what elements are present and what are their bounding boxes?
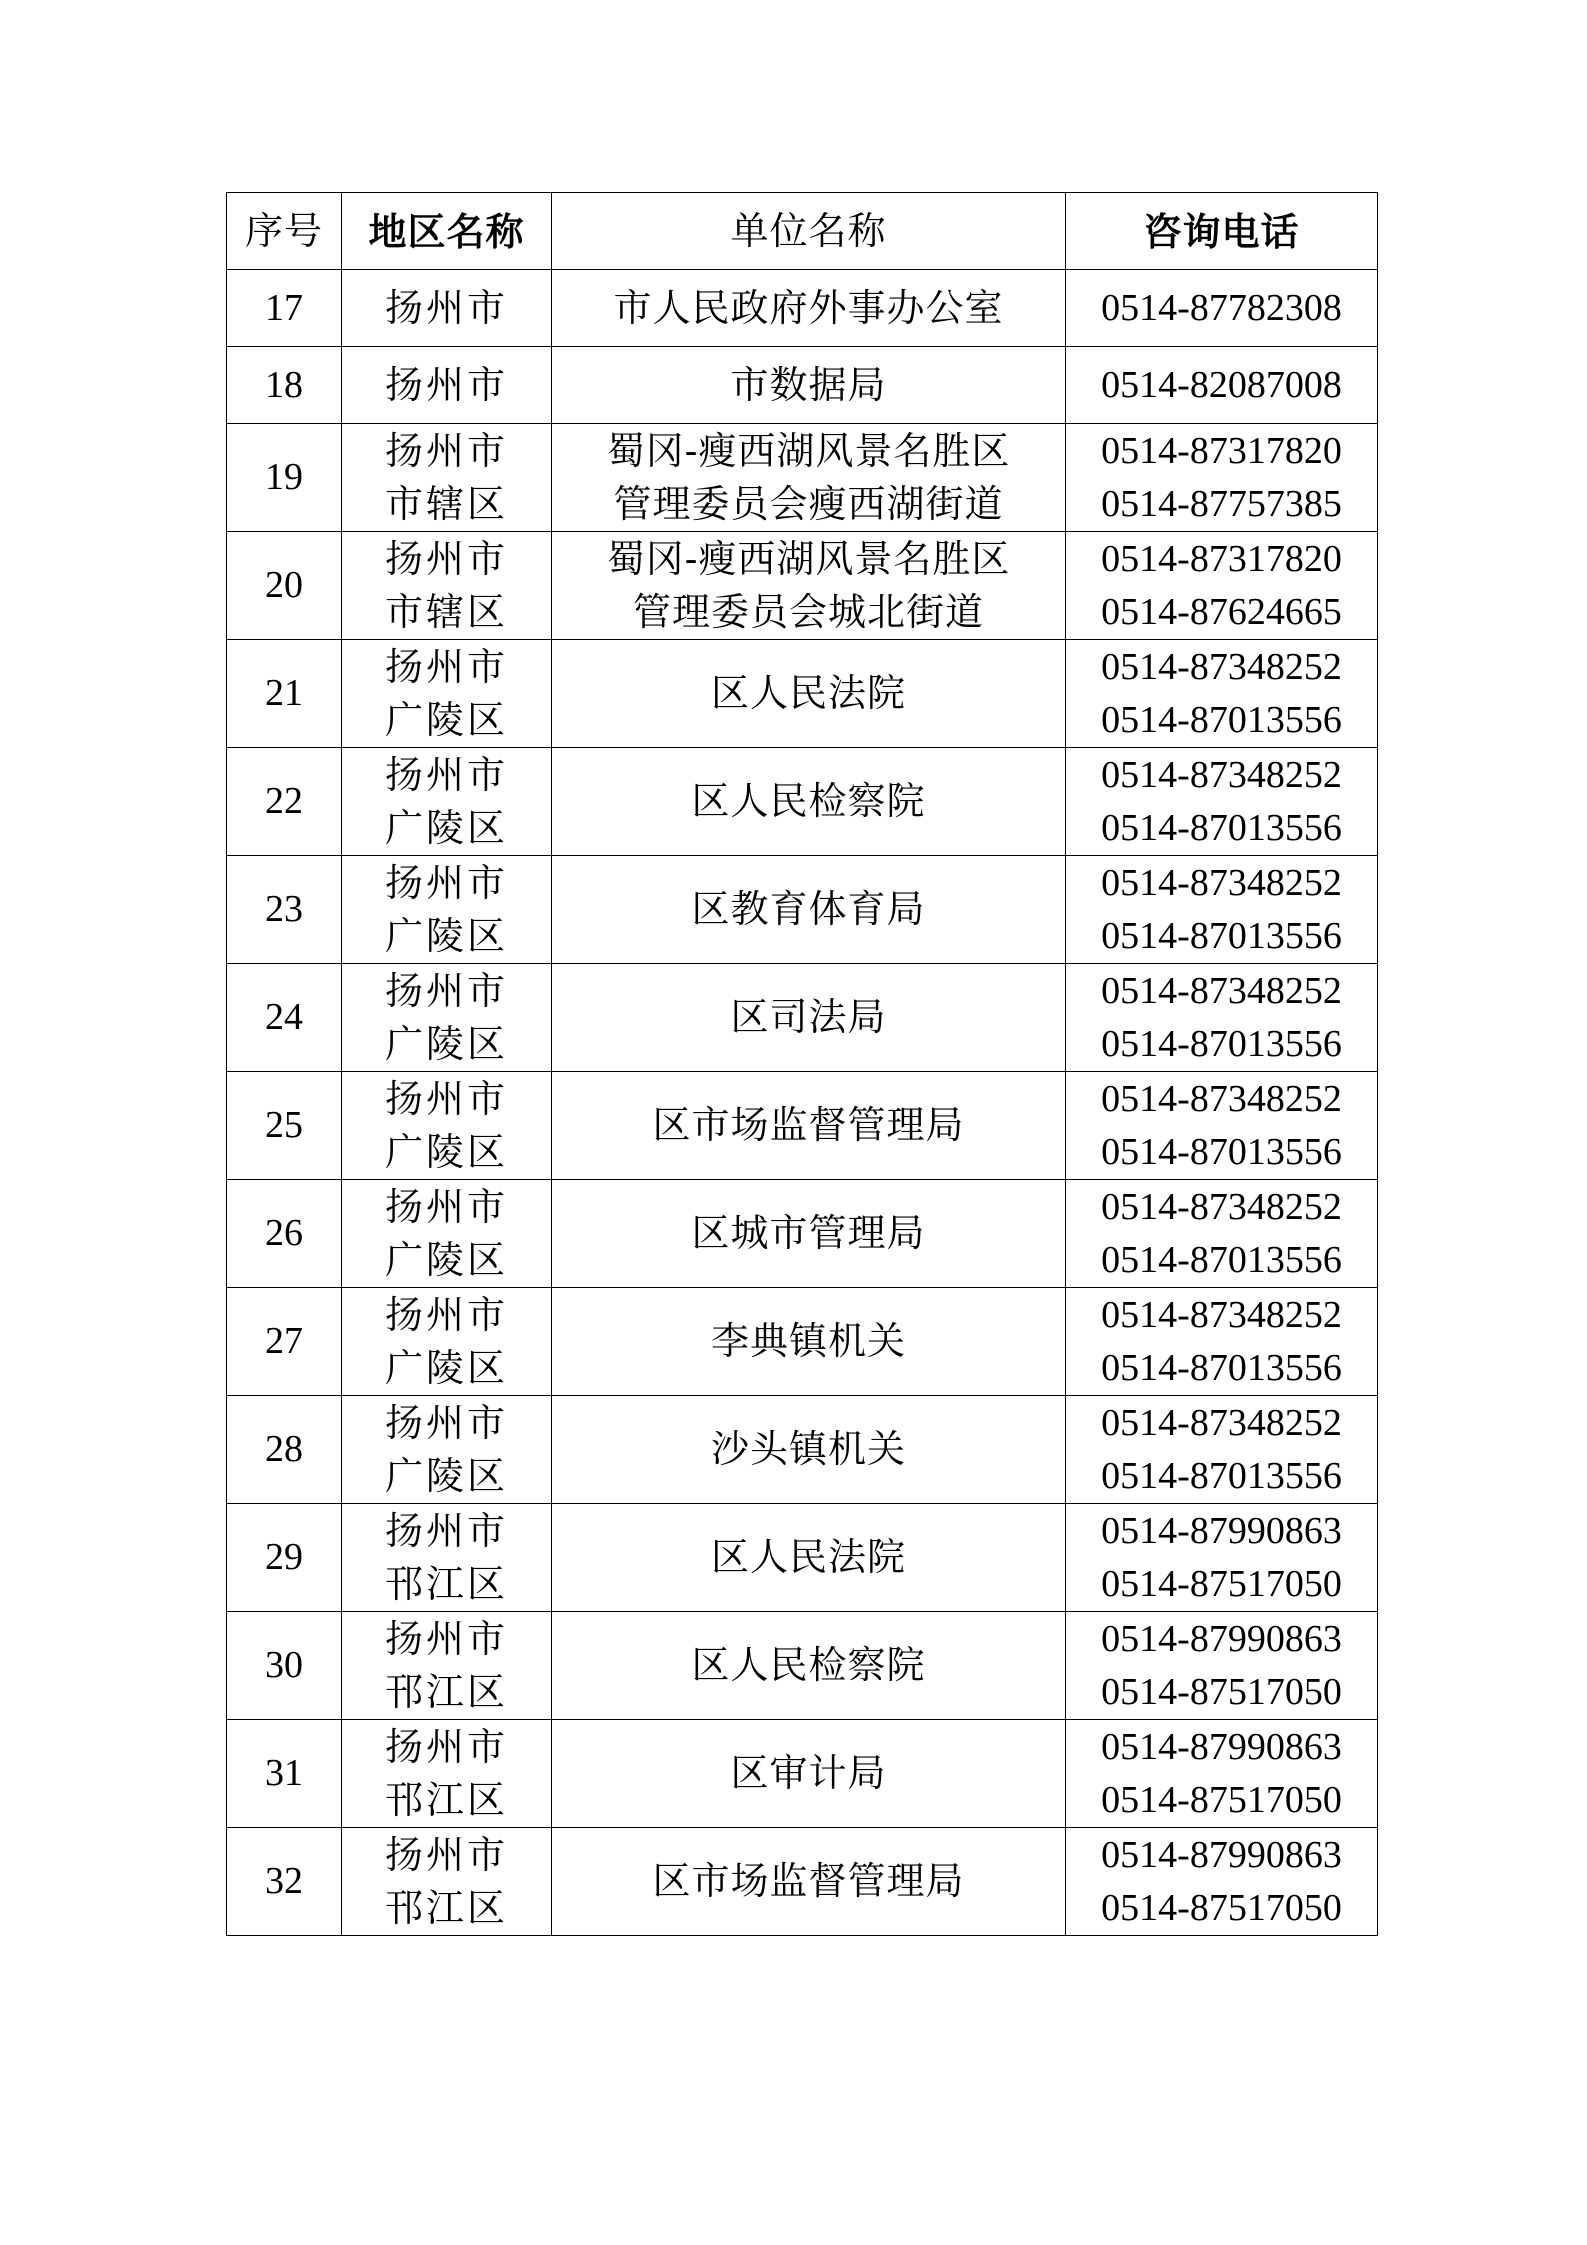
region-cell	[342, 1072, 552, 1180]
region-cell	[342, 424, 552, 532]
phone-line: 0514-87517050	[1101, 1778, 1342, 1821]
phone-line: 0514-87624665	[1101, 590, 1342, 633]
phone-cell	[1066, 1612, 1378, 1720]
unit-line: 区市场监督管理局	[652, 1103, 965, 1147]
phone-line: 0514-87348252	[1101, 1185, 1342, 1228]
region-line: 广陵区	[384, 1453, 508, 1498]
unit-line: 蜀冈-瘦西湖风景名胜区	[606, 428, 1011, 473]
table-row	[227, 1396, 1378, 1504]
phone-cell	[1066, 856, 1378, 964]
region-line: 邗江区	[384, 1561, 508, 1606]
unit-line: 管理委员会瘦西湖街道	[613, 481, 1004, 526]
table-row	[227, 1180, 1378, 1288]
phone-cell	[1066, 1288, 1378, 1396]
row-index: 19	[227, 424, 342, 532]
region-line: 扬州市	[384, 285, 508, 330]
phone-cell	[1066, 347, 1378, 424]
unit-cell	[552, 424, 1066, 532]
row-index: 21	[227, 640, 342, 748]
region-line: 扬州市	[384, 1508, 508, 1553]
phone-line: 0514-87757385	[1101, 482, 1342, 525]
phone-cell	[1066, 1180, 1378, 1288]
table-row	[227, 748, 1378, 856]
region-line: 邗江区	[384, 1669, 508, 1714]
row-index: 22	[227, 748, 342, 856]
table-body	[227, 270, 1378, 1936]
region-cell	[342, 1180, 552, 1288]
phone-cell	[1066, 1828, 1378, 1936]
region-cell	[342, 640, 552, 748]
region-cell	[342, 347, 552, 424]
region-line: 广陵区	[384, 913, 508, 958]
region-line: 扬州市	[384, 362, 508, 407]
row-index: 27	[227, 1288, 342, 1396]
region-line: 扬州市	[384, 752, 508, 797]
unit-cell	[552, 270, 1066, 347]
unit-cell	[552, 856, 1066, 964]
region-line: 市辖区	[384, 481, 508, 526]
phone-line: 0514-87013556	[1101, 1022, 1342, 1065]
unit-cell	[552, 347, 1066, 424]
region-cell	[342, 532, 552, 640]
unit-line: 管理委员会城北街道	[632, 589, 984, 634]
region-line: 广陵区	[384, 1021, 508, 1066]
phone-line: 0514-87990863	[1101, 1509, 1342, 1552]
region-cell	[342, 1828, 552, 1936]
phone-line: 0514-87013556	[1101, 1130, 1342, 1173]
region-cell	[342, 1288, 552, 1396]
phone-line: 0514-87348252	[1101, 1077, 1342, 1120]
phone-line: 0514-87348252	[1101, 1401, 1342, 1444]
table-row	[227, 964, 1378, 1072]
row-index: 30	[227, 1612, 342, 1720]
region-line: 市辖区	[384, 589, 508, 634]
row-index: 31	[227, 1720, 342, 1828]
region-line: 广陵区	[384, 697, 508, 742]
unit-line: 李典镇机关	[710, 1319, 906, 1363]
unit-line: 市数据局	[730, 362, 887, 407]
region-line: 广陵区	[384, 1237, 508, 1282]
table-row	[227, 1612, 1378, 1720]
phone-cell	[1066, 1504, 1378, 1612]
unit-cell	[552, 1288, 1066, 1396]
unit-cell	[552, 1396, 1066, 1504]
phone-cell	[1066, 748, 1378, 856]
phone-cell	[1066, 270, 1378, 347]
row-index: 25	[227, 1072, 342, 1180]
phone-line: 0514-87517050	[1101, 1670, 1342, 1713]
phone-line: 0514-87990863	[1101, 1833, 1342, 1876]
header-region: 地区名称	[342, 193, 552, 270]
region-cell	[342, 1396, 552, 1504]
row-index: 29	[227, 1504, 342, 1612]
unit-cell	[552, 1072, 1066, 1180]
region-cell	[342, 748, 552, 856]
unit-cell	[552, 1180, 1066, 1288]
region-line: 扬州市	[384, 536, 508, 581]
phone-line: 0514-87990863	[1101, 1725, 1342, 1768]
region-line: 扬州市	[384, 644, 508, 689]
phone-line: 0514-87990863	[1101, 1617, 1342, 1660]
table-row	[227, 1720, 1378, 1828]
header-index: 序号	[227, 193, 342, 270]
region-cell	[342, 270, 552, 347]
phone-cell	[1066, 964, 1378, 1072]
region-line: 广陵区	[384, 1345, 508, 1390]
unit-cell	[552, 640, 1066, 748]
phone-line: 0514-87013556	[1101, 914, 1342, 957]
table-row	[227, 856, 1378, 964]
region-line: 扬州市	[384, 860, 508, 905]
unit-cell	[552, 1720, 1066, 1828]
header-unit: 单位名称	[552, 193, 1066, 270]
phone-cell	[1066, 1072, 1378, 1180]
unit-line: 市人民政府外事办公室	[613, 285, 1004, 330]
row-index: 18	[227, 347, 342, 424]
region-line: 扬州市	[384, 1616, 508, 1661]
region-line: 广陵区	[384, 1129, 508, 1174]
row-index: 28	[227, 1396, 342, 1504]
phone-line: 0514-87348252	[1101, 861, 1342, 904]
table-row	[227, 1828, 1378, 1936]
region-line: 邗江区	[384, 1885, 508, 1930]
phone-line: 0514-87782308	[1101, 286, 1342, 329]
region-line: 扬州市	[384, 968, 508, 1013]
phone-line: 0514-87348252	[1101, 645, 1342, 688]
unit-line: 区教育体育局	[691, 887, 926, 931]
unit-line: 区人民法院	[710, 671, 906, 715]
region-cell	[342, 1720, 552, 1828]
unit-line: 区市场监督管理局	[652, 1859, 965, 1903]
table-row	[227, 1288, 1378, 1396]
unit-cell	[552, 532, 1066, 640]
table-row	[227, 270, 1378, 347]
phone-line: 0514-87517050	[1101, 1886, 1342, 1929]
table-row	[227, 640, 1378, 748]
row-index: 23	[227, 856, 342, 964]
table-row	[227, 1504, 1378, 1612]
header-phone: 咨询电话	[1066, 193, 1378, 270]
phone-line: 0514-82087008	[1101, 363, 1342, 406]
phone-cell	[1066, 1396, 1378, 1504]
row-index: 26	[227, 1180, 342, 1288]
phone-line: 0514-87348252	[1101, 753, 1342, 796]
unit-line: 区人民检察院	[691, 779, 926, 823]
region-cell	[342, 856, 552, 964]
phone-line: 0514-87517050	[1101, 1562, 1342, 1605]
region-cell	[342, 1504, 552, 1612]
unit-line: 区人民检察院	[691, 1643, 926, 1687]
phone-cell	[1066, 532, 1378, 640]
unit-cell	[552, 1504, 1066, 1612]
phone-cell	[1066, 640, 1378, 748]
unit-line: 区司法局	[730, 995, 887, 1039]
unit-line: 区城市管理局	[691, 1211, 926, 1255]
region-line: 扬州市	[384, 428, 508, 473]
contact-table	[226, 192, 1378, 1936]
unit-line: 蜀冈-瘦西湖风景名胜区	[606, 536, 1011, 581]
unit-cell	[552, 964, 1066, 1072]
region-line: 扬州市	[384, 1832, 508, 1877]
region-cell	[342, 1612, 552, 1720]
table-row	[227, 532, 1378, 640]
header-row	[227, 193, 1378, 270]
region-line: 广陵区	[384, 805, 508, 850]
table-row	[227, 347, 1378, 424]
unit-line: 沙头镇机关	[710, 1427, 906, 1471]
unit-cell	[552, 1828, 1066, 1936]
phone-line: 0514-87013556	[1101, 806, 1342, 849]
phone-line: 0514-87348252	[1101, 1293, 1342, 1336]
phone-line: 0514-87013556	[1101, 1238, 1342, 1281]
phone-line: 0514-87013556	[1101, 698, 1342, 741]
region-line: 扬州市	[384, 1076, 508, 1121]
phone-line: 0514-87317820	[1101, 429, 1342, 472]
table-row	[227, 424, 1378, 532]
unit-cell	[552, 748, 1066, 856]
unit-line: 区审计局	[730, 1751, 887, 1795]
table-row	[227, 1072, 1378, 1180]
phone-line: 0514-87013556	[1101, 1454, 1342, 1497]
region-line: 扬州市	[384, 1292, 508, 1337]
row-index: 24	[227, 964, 342, 1072]
unit-cell	[552, 1612, 1066, 1720]
row-index: 20	[227, 532, 342, 640]
region-line: 扬州市	[384, 1724, 508, 1769]
region-line: 扬州市	[384, 1184, 508, 1229]
region-line: 扬州市	[384, 1400, 508, 1445]
region-cell	[342, 964, 552, 1072]
phone-line: 0514-87013556	[1101, 1346, 1342, 1389]
phone-line: 0514-87348252	[1101, 969, 1342, 1012]
phone-cell	[1066, 1720, 1378, 1828]
phone-line: 0514-87317820	[1101, 537, 1342, 580]
region-line: 邗江区	[384, 1777, 508, 1822]
table-header	[227, 193, 1378, 270]
phone-cell	[1066, 424, 1378, 532]
row-index: 32	[227, 1828, 342, 1936]
unit-line: 区人民法院	[710, 1535, 906, 1579]
row-index: 17	[227, 270, 342, 347]
